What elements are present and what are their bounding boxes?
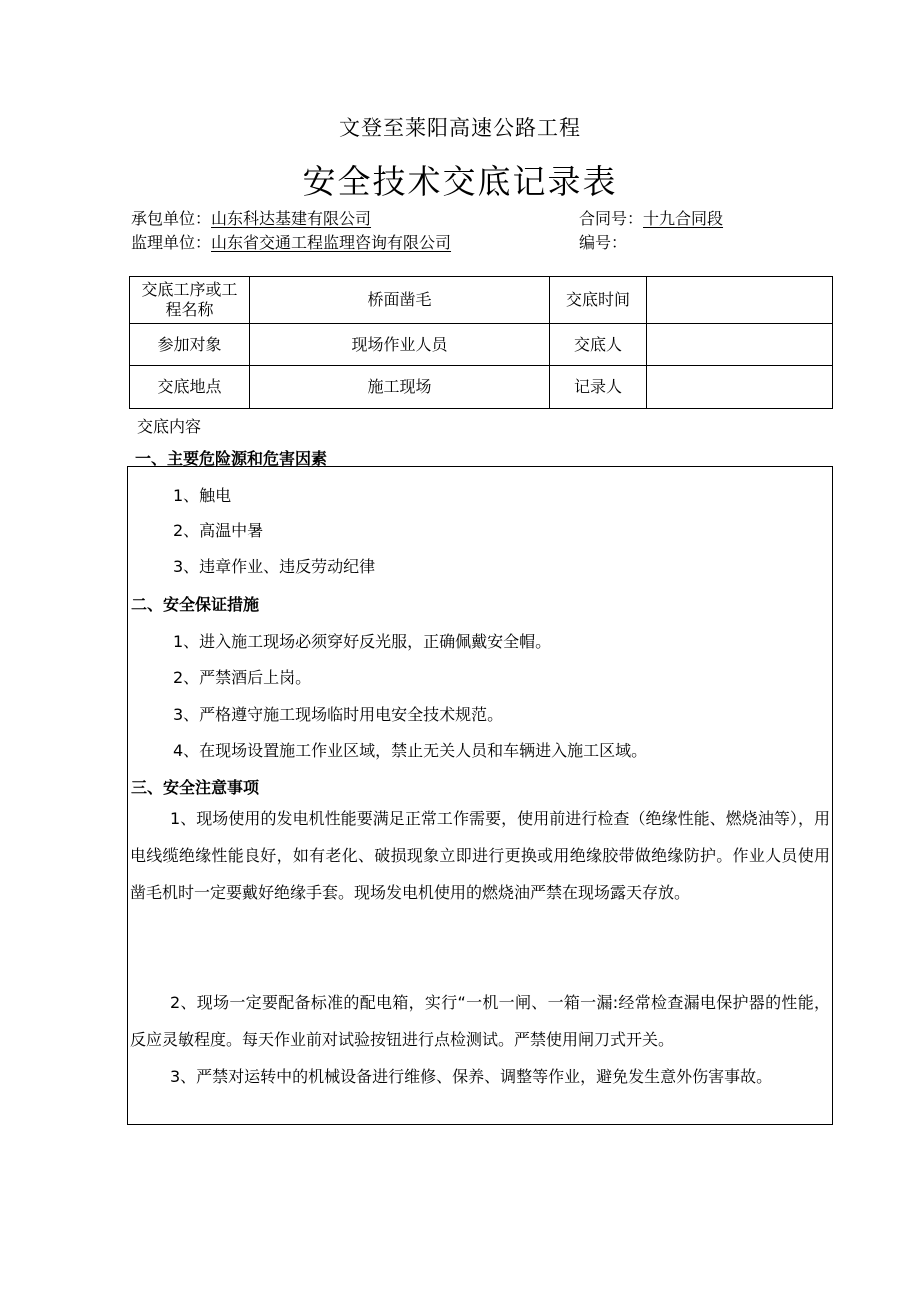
list-item: 1、进入施工现场必须穿好反光服，正确佩戴安全帽。 <box>173 632 552 651</box>
serial-label: 编号： <box>579 233 628 252</box>
location-value: 施工现场 <box>250 366 550 409</box>
contract-no-line <box>579 206 723 229</box>
form-title: 安全技术交底记录表 <box>302 162 618 201</box>
section1-heading: 一、主要危险源和危害因素 <box>135 449 328 468</box>
info-table <box>129 276 833 409</box>
location-label: 交底地点 <box>130 366 250 409</box>
briefing-time-label: 交底时间 <box>550 277 647 324</box>
supervisor-line <box>131 230 451 253</box>
list-item: 4、在现场设置施工作业区域，禁止无关人员和车辆进入施工区域。 <box>173 741 648 760</box>
contractor-label: 承包单位： <box>131 209 212 228</box>
contractor-value: 山东科达基建有限公司 <box>211 209 372 228</box>
contract-no-label: 合同号： <box>579 209 644 228</box>
recorder-value <box>647 366 833 409</box>
content-label: 交底内容 <box>137 417 202 436</box>
notice-paragraph-3: 3、严禁对运转中的机械设备进行维修、保养、调整等作业，避免发生意外伤害事故。 <box>170 1067 773 1086</box>
list-item: 1、触电 <box>173 486 232 505</box>
table-row <box>130 366 833 409</box>
supervisor-label: 监理单位： <box>131 233 212 252</box>
participants-value: 现场作业人员 <box>250 324 550 366</box>
section2-heading: 二、安全保证措施 <box>131 595 260 614</box>
presenter-value <box>647 324 833 366</box>
table-row <box>130 277 833 324</box>
participants-label: 参加对象 <box>130 324 250 366</box>
contract-no-value: 十九合同段 <box>643 209 724 228</box>
section3-heading: 三、安全注意事项 <box>131 778 260 797</box>
contractor-line <box>131 206 371 229</box>
briefing-time-value <box>647 277 833 324</box>
list-item: 2、严禁酒后上岗。 <box>173 668 312 687</box>
recorder-label: 记录人 <box>550 366 647 409</box>
list-item: 3、严格遵守施工现场临时用电安全技术规范。 <box>173 705 504 724</box>
process-name-value: 桥面凿毛 <box>250 277 550 324</box>
notice-paragraph-1: 1、现场使用的发电机性能要满足正常工作需要，使用前进行检查（绝缘性能、燃烧油等），用电线缆绝缘性能良好，如有老化、破损现象立即进行更换或用绝缘胶带做绝缘防护。作业人员使用凿毛机时一定要戴好绝缘手套。现场发电机使用的燃烧油严禁在现场露天存放。 <box>130 809 830 902</box>
list-item: 3、违章作业、违反劳动纪律 <box>173 557 376 576</box>
process-name-label: 交底工序或工程名称 <box>130 277 250 324</box>
project-title: 文登至莱阳高速公路工程 <box>339 116 581 140</box>
presenter-label: 交底人 <box>550 324 647 366</box>
notice-paragraph-2: 2、现场一定要配备标准的配电箱，实行“一机一闸、一箱一漏:经常检查漏电保护器的性能，反应灵敏程度。每天作业前对试验按钮进行点检测试。严禁使用闸刀式开关。 <box>130 993 830 1049</box>
supervisor-value: 山东省交通工程监理咨询有限公司 <box>211 233 452 252</box>
table-row <box>130 324 833 366</box>
list-item: 2、高温中暑 <box>173 521 264 540</box>
